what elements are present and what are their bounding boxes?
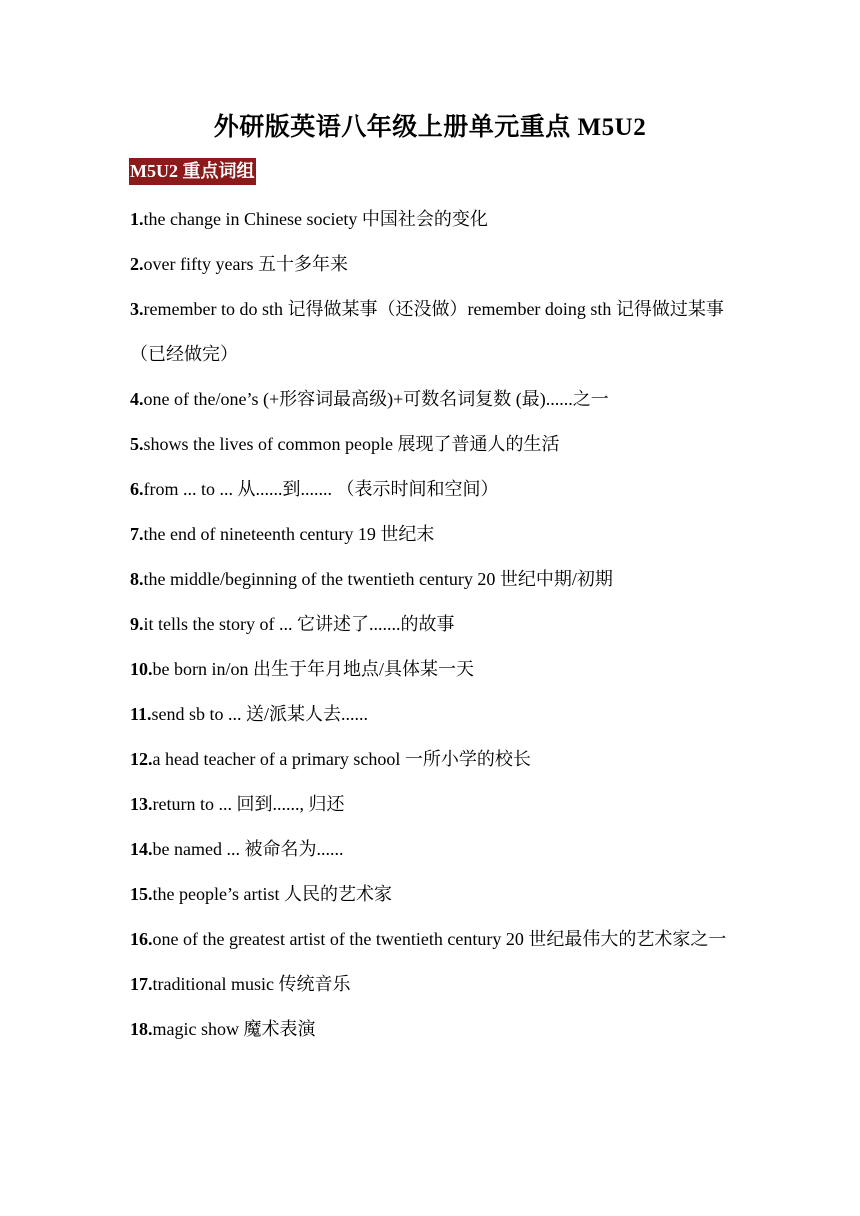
list-item: [130, 602, 730, 647]
list-item: [130, 557, 730, 602]
item-text: remember to do sth 记得做某事（还没做）remember doing sth 记得做过某事（已经做完）: [130, 299, 724, 364]
item-number: 18.: [130, 1019, 153, 1039]
item-number: 14.: [130, 839, 153, 859]
item-text: send sb to ... 送/派某人去......: [151, 704, 369, 724]
item-number: 11.: [130, 704, 152, 724]
item-number: 8.: [130, 569, 144, 589]
item-text: the people’s artist 人民的艺术家: [152, 884, 392, 904]
list-item: [130, 917, 730, 962]
item-number: 2.: [130, 254, 144, 274]
list-item: [130, 872, 730, 917]
list-item: [130, 782, 730, 827]
document-title: 外研版英语八年级上册单元重点 M5U2: [213, 114, 647, 141]
item-text: one of the greatest artist of the twentieth century 20 世纪最伟大的艺术家之一: [152, 929, 727, 949]
item-text: traditional music 传统音乐: [152, 974, 351, 994]
list-item: [130, 377, 730, 422]
list-item: [130, 737, 730, 782]
item-text: from ... to ... 从......到....... （表示时间和空间）: [143, 479, 499, 499]
item-text: the change in Chinese society 中国社会的变化: [143, 209, 488, 229]
list-item: [130, 422, 730, 467]
item-text: the end of nineteenth century 19 世纪末: [143, 524, 435, 544]
item-text: shows the lives of common people 展现了普通人的生活: [143, 434, 560, 454]
item-text: it tells the story of ... 它讲述了.......的故事: [143, 614, 455, 634]
list-item: [130, 287, 730, 377]
item-number: 15.: [130, 884, 153, 904]
item-number: 10.: [130, 659, 153, 679]
item-number: 7.: [130, 524, 144, 544]
list-item: [130, 242, 730, 287]
item-text: return to ... 回到......, 归还: [152, 794, 345, 814]
list-item: [130, 827, 730, 872]
item-text: one of the/one’s (+形容词最高级)+可数名词复数 (最)......之一: [143, 389, 609, 409]
phrase-list: [130, 197, 730, 1052]
list-item: [130, 1007, 730, 1052]
item-text: be named ... 被命名为......: [152, 839, 344, 859]
item-number: 5.: [130, 434, 144, 454]
item-text: be born in/on 出生于年月地点/具体某一天: [152, 659, 474, 679]
list-item: [130, 512, 730, 557]
item-number: 9.: [130, 614, 144, 634]
list-item: [130, 467, 730, 512]
item-text: over fifty years 五十多年来: [143, 254, 348, 274]
item-number: 1.: [130, 209, 144, 229]
item-number: 4.: [130, 389, 144, 409]
list-item: [130, 692, 730, 737]
item-number: 17.: [130, 974, 153, 994]
item-number: 13.: [130, 794, 153, 814]
item-text: the middle/beginning of the twentieth century 20 世纪中期/初期: [143, 569, 613, 589]
item-text: magic show 魔术表演: [152, 1019, 316, 1039]
list-item: [130, 647, 730, 692]
list-item: [130, 962, 730, 1007]
section-heading: M5U2 重点词组: [129, 158, 256, 185]
list-item: [130, 197, 730, 242]
item-text: a head teacher of a primary school 一所小学的校长: [152, 749, 531, 769]
item-number: 12.: [130, 749, 153, 769]
item-number: 6.: [130, 479, 144, 499]
item-number: 3.: [130, 299, 144, 319]
item-number: 16.: [130, 929, 153, 949]
